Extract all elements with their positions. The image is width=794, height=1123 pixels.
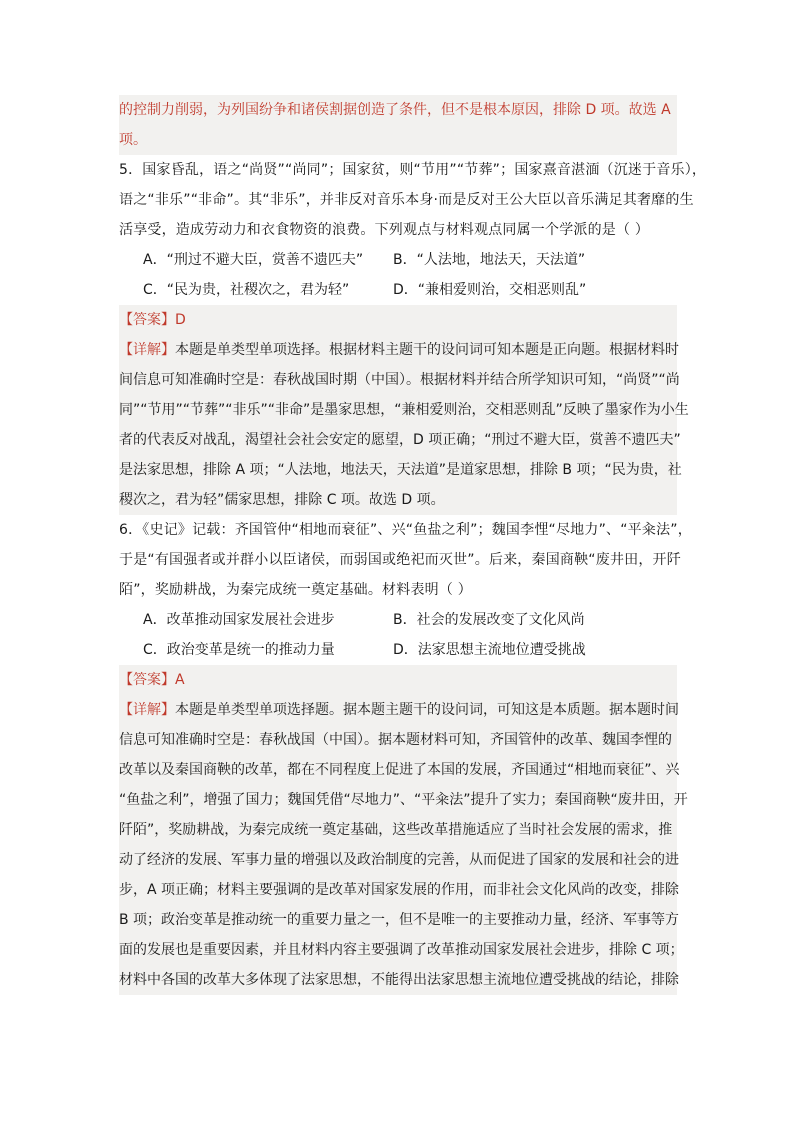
question-5-option-d[interactable]: D．“兼相爱则治，交相恶则乱”	[393, 282, 587, 298]
question-6-options-row	[119, 635, 677, 665]
question-6-line: 6．《史记》记载：齐国管仲“相地而衰征”、兴“鱼盐之利”；魏国李悝“尽地力”、“平籴法”，	[119, 522, 692, 538]
question-5-line: 5．国家昏乱，语之“尚贤”“尚同”；国家贫，则“节用”“节葬”；国家熹音湛湎（沉迷于音乐），	[119, 162, 707, 178]
question-5-explanation-line	[119, 335, 677, 365]
page-content	[119, 95, 707, 995]
question-6-answer	[119, 665, 677, 695]
question-5-explanation-line: 是法家思想，排除 A 项；“人法地，地法天，天法道”是道家思想，排除 B 项；“民为贵，社	[119, 455, 677, 485]
question-5-option-b[interactable]: B．“人法地，地法天，天法道”	[393, 252, 586, 268]
question-5-explanation-line: 同”“节用”“节葬”“非乐”“非命”是墨家思想，“兼相爱则治，交相恶则乱”反映了墨家作为小生	[119, 395, 677, 425]
answer-label: 【答案】	[119, 312, 175, 328]
answer-value: A	[175, 672, 185, 688]
question-6-explanation-line: 改革以及秦国商鞅的改革，都在不同程度上促进了本国的发展，齐国通过“相地而衰征”、兴	[119, 755, 677, 785]
prev-explanation-text: 的控制力削弱，为列国纷争和诸侯割据创造了条件，但不是根本原因，排除 D 项。故选 A	[119, 102, 671, 118]
question-6-explanation-line: 步，A 项正确；材料主要强调的是改革对国家发展的作用，而非社会文化风尚的改变，排除	[119, 875, 677, 905]
question-6-explanation-line: 信息可知准确时空是：春秋战国（中国）。据本题材料可知，齐国管仲的改革、魏国李悝的	[119, 725, 677, 755]
question-6-option-d[interactable]: D．法家思想主流地位遭受挑战	[393, 642, 586, 658]
question-5-option-a[interactable]: A．“刑过不避大臣，赏善不遗匹夫”	[143, 252, 364, 268]
question-5-line: 语之“非乐”“非命”。其“非乐”，并非反对音乐本身·而是反对王公大臣以音乐满足其奢靡的生	[119, 192, 694, 208]
explanation-text: 本题是单类型单项选择。根据材料主题干的设问词可知本题是正向题。根据材料时	[175, 342, 679, 358]
prev-explanation-line	[119, 125, 677, 155]
question-6-explanation-line: 动了经济的发展、军事力量的增强以及政治制度的完善，从而促进了国家的发展和社会的进	[119, 845, 677, 875]
question-6-explanation-line: B 项；政治变革是推动统一的重要力量之一，但不是唯一的主要推动力量，经济、军事等方	[119, 905, 677, 935]
explanation-text: 本题是单类型单项选择题。据本题主题干的设问词，可知这是本质题。据本题时间	[175, 702, 679, 718]
question-6-option-a[interactable]: A．改革推动国家发展社会进步	[143, 612, 335, 628]
question-6-explanation-line: 材料中各国的改革大多体现了法家思想，不能得出法家思想主流地位遭受挑战的结论，排除	[119, 965, 677, 995]
question-6-line: 陌”，奖励耕战，为秦完成统一奠定基础。材料表明（ ）	[119, 582, 472, 598]
question-5-options-row	[119, 245, 677, 275]
question-6-options-row	[119, 605, 677, 635]
explanation-label: 【详解】	[119, 342, 175, 358]
answer-value: D	[175, 312, 186, 328]
prev-explanation-text: 项。	[119, 132, 147, 148]
question-5-answer	[119, 305, 677, 335]
prev-explanation-line	[119, 95, 677, 125]
question-5-explanation-line: 间信息可知准确时空是：春秋战国时期（中国）。根据材料并结合所学知识可知，“尚贤”“尚	[119, 365, 677, 395]
question-5-line: 活享受，造成劳动力和衣食物资的浪费。下列观点与材料观点同属一个学派的是（ ）	[119, 222, 650, 238]
question-6-explanation-line	[119, 695, 677, 725]
question-5-explanation-line: 者的代表反对战乱，渴望社会社会安定的愿望，D 项正确；“刑过不避大臣，赏善不遗匹夫”	[119, 425, 677, 455]
question-6-explanation-line: 面的发展也是重要因素，并且材料内容主要强调了改革推动国家发展社会进步，排除 C 项；	[119, 935, 677, 965]
question-6-explanation-line: “鱼盐之利”，增强了国力；魏国凭借“尽地力”、“平籴法”提升了实力；秦国商鞅“废井田，开	[119, 785, 677, 815]
question-6-explanation-line: 阡陌”，奖励耕战，为秦完成统一奠定基础，这些改革措施适应了当时社会发展的需求，推	[119, 815, 677, 845]
question-5-explanation-line: 稷次之，君为轻”儒家思想，排除 C 项。故选 D 项。	[119, 485, 677, 515]
question-5-option-c[interactable]: C．“民为贵，社稷次之，君为轻”	[143, 282, 350, 298]
question-6-option-c[interactable]: C．政治变革是统一的推动力量	[143, 642, 335, 658]
question-5-options-row	[119, 275, 677, 305]
question-6-line: 于是“有国强者或并群小以臣诸侯，而弱国或绝祀而灭世”。后来，秦国商鞅“废井田，开阡	[119, 552, 681, 568]
explanation-label: 【详解】	[119, 702, 175, 718]
question-6-option-b[interactable]: B．社会的发展改变了文化风尚	[393, 612, 585, 628]
answer-label: 【答案】	[119, 672, 175, 688]
